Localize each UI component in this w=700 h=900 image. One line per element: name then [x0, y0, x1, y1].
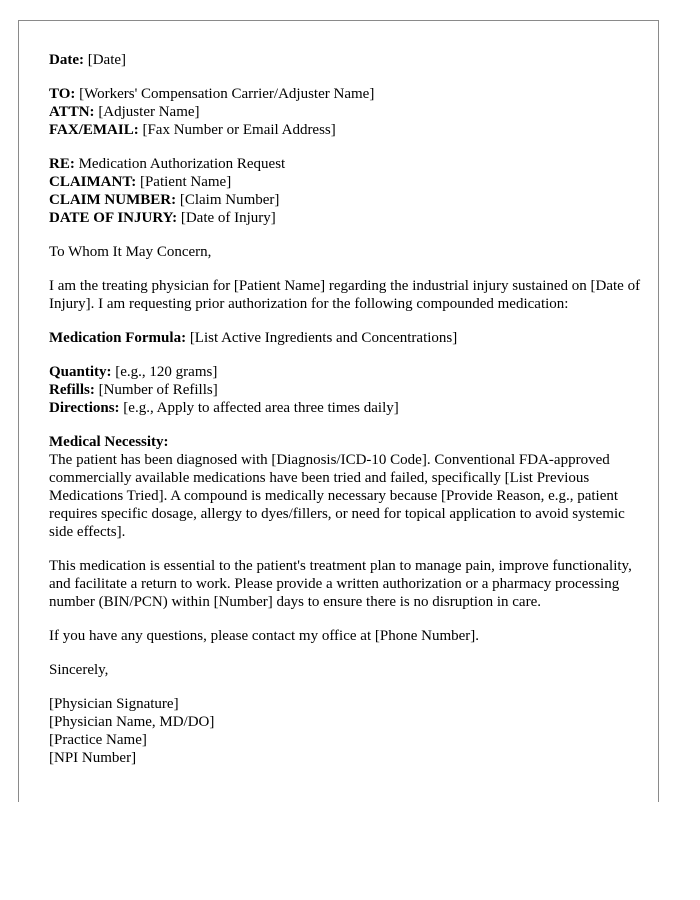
- date-of-injury-label: DATE OF INJURY:: [49, 210, 178, 226]
- reference-block: [49, 155, 644, 227]
- practice-name: [Practice Name]: [49, 732, 147, 748]
- re-line: [49, 155, 644, 173]
- refills-value: [Number of Refills]: [98, 382, 218, 398]
- date-label: Date:: [49, 52, 84, 68]
- directions-value: [e.g., Apply to affected area three times daily]: [123, 400, 399, 416]
- quantity-line: [49, 363, 644, 381]
- re-label: RE:: [49, 156, 75, 172]
- to-label: TO:: [49, 86, 76, 102]
- necessity-text: The patient has been diagnosed with [Diagnosis/ICD-10 Code]. Conventional FDA-approved commercially available medications have been tried and failed, specifically [List Previous Medications Tried]. A compound is medically necessary because [Provide Reason, e.g., patient requires specific dosage, allergy to dyes/fillers, or need for topical application to avoid systemic side effects].: [49, 452, 625, 540]
- fax-label: FAX/EMAIL:: [49, 122, 139, 138]
- closing-paragraph: This medication is essential to the patient's treatment plan to manage pain, improve functionality, and facilitate a return to work. Please provide a written authorization or a pharmacy processing number (BIN/PCN) within [Number] days to ensure there is no disruption in care.: [49, 558, 632, 610]
- to-line: [49, 85, 644, 103]
- claim-number-value: [Claim Number]: [179, 192, 280, 208]
- to-value: [Workers' Compensation Carrier/Adjuster Name]: [79, 86, 375, 102]
- claimant-value: [Patient Name]: [139, 174, 232, 190]
- necessity-heading: Medical Necessity:: [49, 434, 169, 450]
- date-of-injury-line: [49, 209, 644, 227]
- quantity-label: Quantity:: [49, 364, 112, 380]
- contact-paragraph: If you have any questions, please contact my office at [Phone Number].: [49, 628, 480, 644]
- signature-block: [49, 695, 644, 767]
- directions-label: Directions:: [49, 400, 120, 416]
- physician-name: [Physician Name, MD/DO]: [49, 714, 215, 730]
- quantity-value: [e.g., 120 grams]: [115, 364, 218, 380]
- npi-number: [NPI Number]: [49, 750, 137, 766]
- directions-line: [49, 399, 644, 417]
- attn-label: ATTN:: [49, 104, 95, 120]
- date-of-injury-value: [Date of Injury]: [180, 210, 276, 226]
- fax-value: [Fax Number or Email Address]: [142, 122, 336, 138]
- claimant-line: [49, 173, 644, 191]
- dispensing-block: [49, 363, 644, 417]
- attn-line: [49, 103, 644, 121]
- claim-number-label: CLAIM NUMBER:: [49, 192, 177, 208]
- attn-value: [Adjuster Name]: [98, 104, 200, 120]
- formula-label: Medication Formula:: [49, 330, 187, 346]
- date-block: [49, 51, 644, 69]
- signoff: Sincerely,: [49, 662, 109, 678]
- necessity-block: [49, 433, 644, 541]
- date-value: [Date]: [87, 52, 127, 68]
- recipient-block: [49, 85, 644, 139]
- refills-line: [49, 381, 644, 399]
- formula-block: [49, 329, 644, 347]
- claimant-label: CLAIMANT:: [49, 174, 137, 190]
- re-value: Medication Authorization Request: [78, 156, 286, 172]
- claim-number-line: [49, 191, 644, 209]
- formula-line: [49, 329, 644, 347]
- date-line: [49, 51, 644, 69]
- refills-label: Refills:: [49, 382, 95, 398]
- fax-line: [49, 121, 644, 139]
- intro-paragraph: I am the treating physician for [Patient Name] regarding the industrial injury sustained on [Date of Injury]. I am requesting prior authorization for the following compounded medication:: [49, 278, 641, 312]
- letter-body: [49, 51, 644, 767]
- letter-page: [18, 20, 659, 802]
- physician-signature: [Physician Signature]: [49, 696, 179, 712]
- formula-value: [List Active Ingredients and Concentrations]: [189, 330, 458, 346]
- salutation: To Whom It May Concern,: [49, 244, 212, 260]
